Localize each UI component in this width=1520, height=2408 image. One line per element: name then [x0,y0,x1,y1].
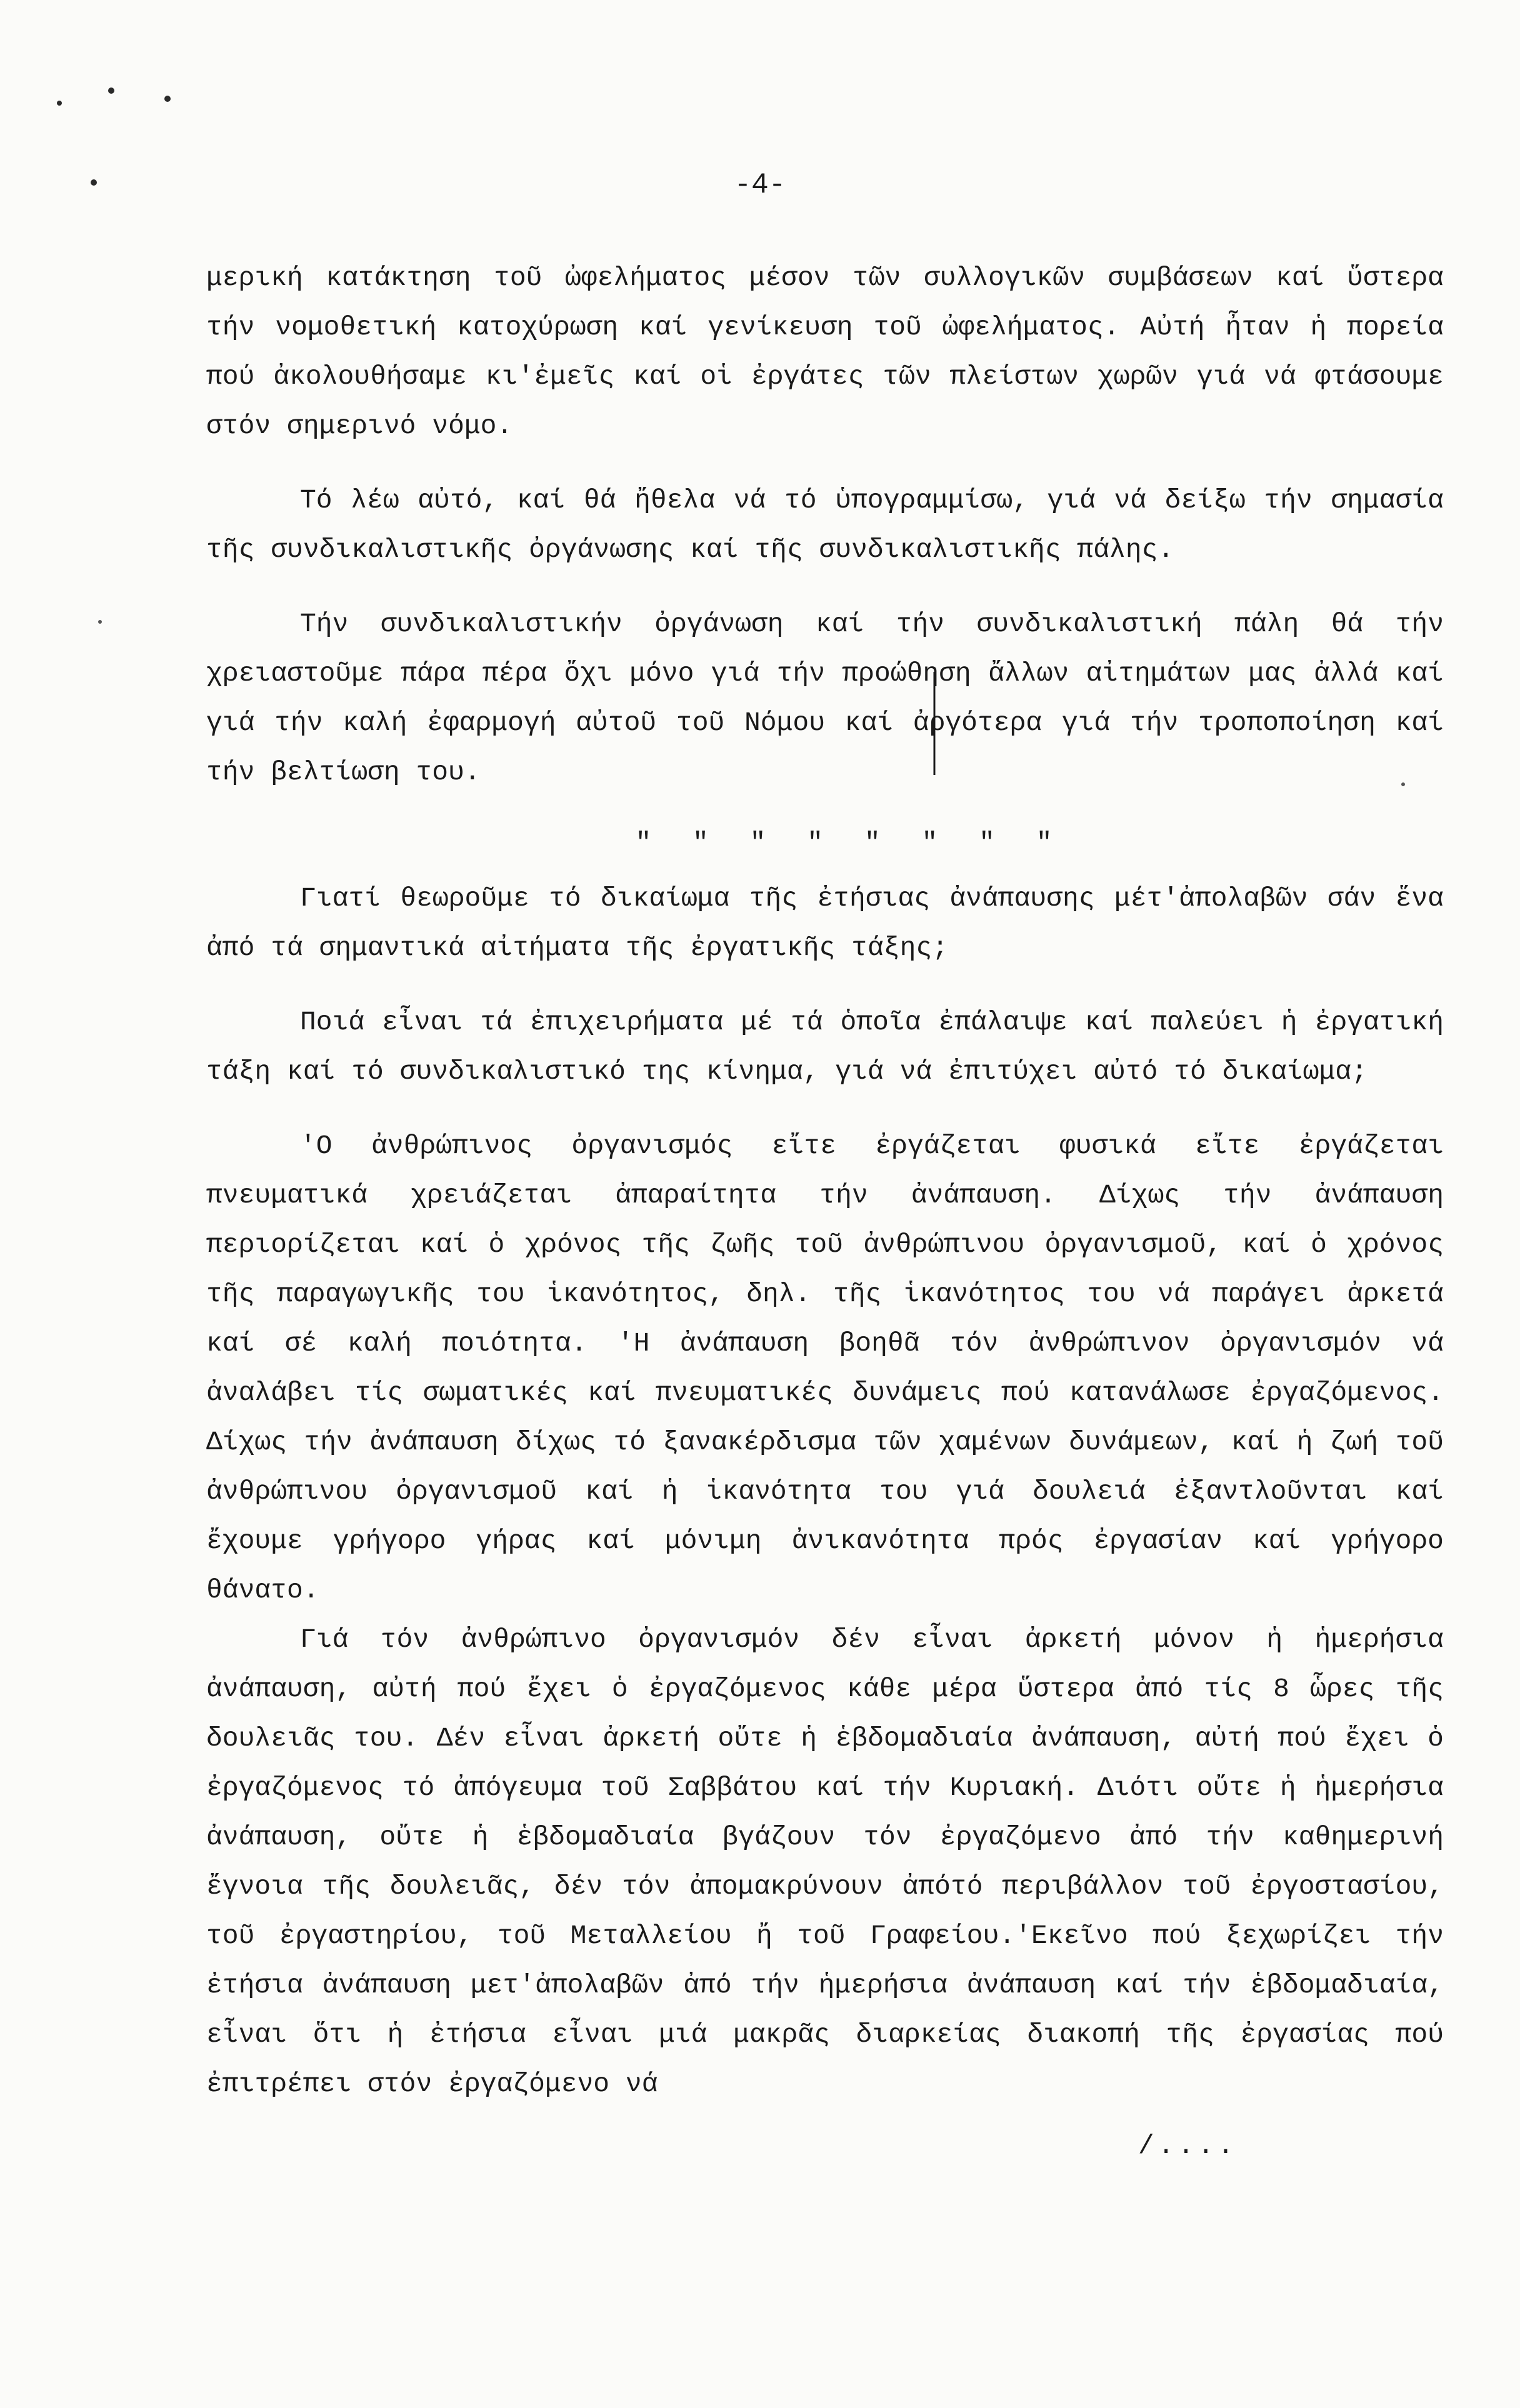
paragraph-7: Γιά τόν ἀνθρώπινο ὀργανισμόν δέν εἶναι ἀρκετή μόνον ἡ ἡμερήσια ἀνάπαυση, αὐτή πού ἔχει ὁ ἐργαζόμενος κάθε μέρα ὕστερα ἀπό τίς 8 ὧρες τῆς δουλειᾶς του. Δέν εἶναι ἀρκετή οὔτε ἡ ἑβδομαδιαία ἀνάπαυση, αὐτή πού ἔχει ὁ ἐργαζόμενος τό ἀπόγευμα τοῦ Σαββάτου καί τήν Κυριακή. Διότι οὔτε ἡ ἡμερήσια ἀνάπαυση, οὔτε ἡ ἑβδομαδιαία βγάζουν τόν ἐργαζόμενο ἀπό τήν καθημερινή ἔγνοια τῆς δουλειᾶς, δέν τόν ἀπομακρύνουν ἀπότό περιβάλλον τοῦ ἐργοστασίου, τοῦ ἐργαστηρίου, τοῦ Μεταλλείου ἤ τοῦ Γραφείου.'Εκεῖνο πού ξεχωρίζει τήν ἐτήσια ἀνάπαυση μετ'ἀπολαβῶν ἀπό τήν ἡμερήσια ἀνάπαυση καί τήν ἑβδομαδιαία, εἶναι ὅτι ἡ ἐτήσια εἶναι μιά μακρᾶς διαρκείας διακοπή τῆς ἐργασίας πού ἐπιτρέπει στόν ἐργαζόμενο νά [206,1624,1444,2099]
body-text [206,253,1444,2171]
paragraph-6: 'Ο ἀνθρώπινος ὀργανισμός εἴτε ἐργάζεται φυσικά εἴτε ἐργάζεται πνευματικά χρειάζεται ἀπαραίτητα τήν ἀνάπαυση. Δίχως τήν ἀνάπαυση περιορίζεται καί ὁ χρόνος τῆς ζωῆς τοῦ ἀνθρώπινου ὀργανισμοῦ, καί ὁ χρόνος τῆς παραγωγικῆς του ἱκανότητος, δηλ. τῆς ἱκανότητος του νά παράγει ἀρκετά καί σέ καλή ποιότητα. 'Η ἀνάπαυση βοηθᾶ τόν ἀνθρώπινον ὀργανισμόν νά ἀναλάβει τίς σωματικές καί πνευματικές δυνάμεις πού κατανάλωσε ἐργαζόμενος. Δίχως τήν ἀνάπαυση δίχως τό ξανακέρδισμα τῶν χαμένων δυνάμεων, καί ἡ ζωή τοῦ ἀνθρώπινου ὀργανισμοῦ καί ἡ ἱκανότητα του γιά δουλειά ἐξαντλοῦνται καί ἔχουμε γρήγορο γήρας καί μόνιμη ἀνικανότητα πρός ἐργασίαν καί γρήγορο θάνατο. [206,1131,1444,1606]
paragraph-5: Ποιά εἶναι τά ἐπιχειρήματα μέ τά ὁποῖα ἐπάλαιψε καί παλεύει ἡ ἐργατική τάξη καί τό συνδικαλιστικό της κίνημα, γιά νά ἐπιτύχει αὐτό τό δικαίωμα; [206,1007,1444,1087]
continuation-mark: /.... [1138,2131,1238,2161]
scan-speck [164,96,171,102]
scan-speck [108,87,114,94]
paragraph-1: μερική κατάκτηση τοῦ ὠφελήματος μέσον τῶν συλλογικῶν συμβάσεων καί ὕστερα τήν νομοθετική κατοχύρωση καί γενίκευση τοῦ ὠφελήματος. Αὐτή ἦταν ἡ πορεία πού ἀκολουθήσαμε κι'ἐμεῖς καί οἱ ἐργάτες τῶν πλείστων χωρῶν γιά νά φτάσουμε στόν σημερινό νόμο. [206,262,1444,441]
scan-speck [57,101,62,106]
scan-speck [98,620,102,624]
paragraph-3: Τήν συνδικαλιστικήν ὀργάνωση καί τήν συνδικαλιστική πάλη θά τήν χρειαστοῦμε πάρα πέρα ὄχι μόνο γιά τήν προώθηση ἄλλων αἰτημάτων μας ἀλλά καί γιά τήν καλή ἐφαρμογή αὐτοῦ τοῦ Νόμου καί ἀργότερα γιά τήν τροποποίηση καί τήν βελτίωση του. [206,609,1444,787]
paragraph-2: Τό λέω αὐτό, καί θά ἤθελα νά τό ὑπογραμμίσω, γιά νά δείξω τήν σημασία τῆς συνδικαλιστικῆς ὀργάνωσης καί τῆς συνδικαλιστικῆς πάλης. [206,485,1444,565]
section-separator: " " " " " " " " [635,827,1065,858]
page-number: -4- [734,169,786,201]
paragraph-4: Γιατί θεωροῦμε τό δικαίωμα τῆς ἐτήσιας ἀνάπαυσης μέτ'ἀπολαβῶν σάν ἕνα ἀπό τά σημαντικά αἰτήματα τῆς ἐργατικῆς τάξης; [206,883,1444,963]
